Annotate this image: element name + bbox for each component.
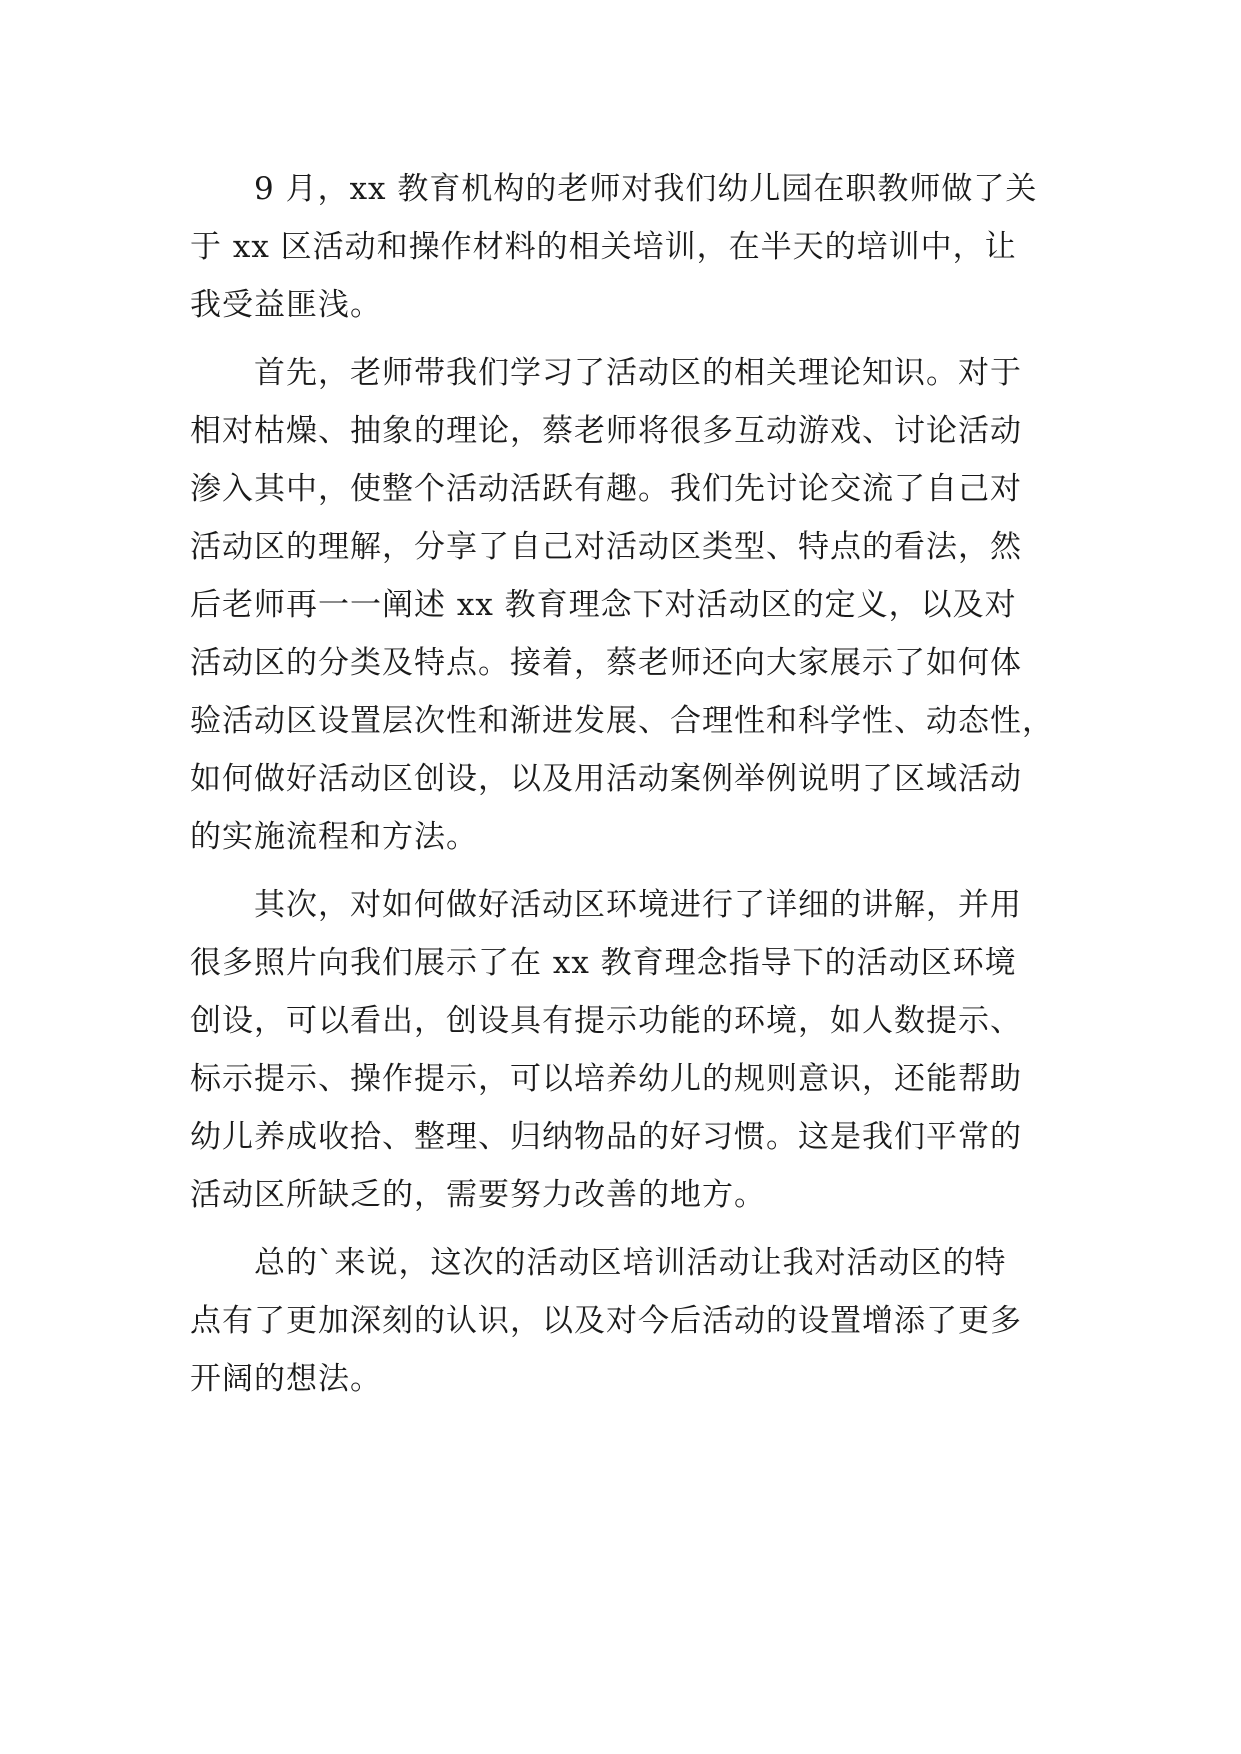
paragraph-line: 点有了更加深刻的认识，以及对今后活动的设置增添了更多 bbox=[190, 1303, 1022, 1339]
paragraph-line: 很多照片向我们展示了在 xx 教育理念指导下的活动区环境 bbox=[190, 945, 1017, 981]
paragraph-line: 幼儿养成收拾、整理、归纳物品的好习惯。这是我们平常的 bbox=[190, 1119, 1022, 1155]
paragraph-line: 其次，对如何做好活动区环境进行了详细的讲解，并用 bbox=[254, 887, 1022, 923]
paragraph-line: 9 月，xx 教育机构的老师对我们幼儿园在职教师做了关 bbox=[254, 171, 1038, 207]
paragraph-line: 活动区的分类及特点。接着，蔡老师还向大家展示了如何体 bbox=[190, 645, 1022, 681]
paragraph-line: 后老师再一一阐述 xx 教育理念下对活动区的定义，以及对 bbox=[190, 587, 1017, 623]
paragraph-line: 渗入其中，使整个活动活跃有趣。我们先讨论交流了自己对 bbox=[190, 471, 1022, 507]
document-body bbox=[190, 160, 1054, 1408]
paragraph-line: 于 xx 区活动和操作材料的相关培训，在半天的培训中，让 bbox=[190, 229, 1017, 265]
paragraph-line: 总的`来说，这次的活动区培训活动让我对活动区的特 bbox=[254, 1245, 1007, 1281]
paragraph-2 bbox=[190, 344, 1054, 866]
paragraph-line: 我受益匪浅。 bbox=[190, 287, 382, 323]
paragraph-line: 开阔的想法。 bbox=[190, 1361, 382, 1397]
paragraph-line: 的实施流程和方法。 bbox=[190, 819, 478, 855]
paragraph-line: 活动区所缺乏的，需要努力改善的地方。 bbox=[190, 1177, 766, 1213]
paragraph-line: 标示提示、操作提示，可以培养幼儿的规则意识，还能帮助 bbox=[190, 1061, 1022, 1097]
paragraph-line: 创设，可以看出，创设具有提示功能的环境，如人数提示、 bbox=[190, 1003, 1022, 1039]
paragraph-3 bbox=[190, 876, 1050, 1224]
paragraph-1 bbox=[190, 160, 1050, 334]
paragraph-line: 如何做好活动区创设，以及用活动案例举例说明了区域活动 bbox=[190, 761, 1022, 797]
paragraph-line: 首先，老师带我们学习了活动区的相关理论知识。对于 bbox=[254, 355, 1022, 391]
paragraph-line: 验活动区设置层次性和渐进发展、合理性和科学性、动态性， bbox=[190, 703, 1054, 739]
paragraph-line: 相对枯燥、抽象的理论，蔡老师将很多互动游戏、讨论活动 bbox=[190, 413, 1022, 449]
paragraph-4 bbox=[190, 1234, 1050, 1408]
paragraph-line: 活动区的理解，分享了自己对活动区类型、特点的看法，然 bbox=[190, 529, 1022, 565]
